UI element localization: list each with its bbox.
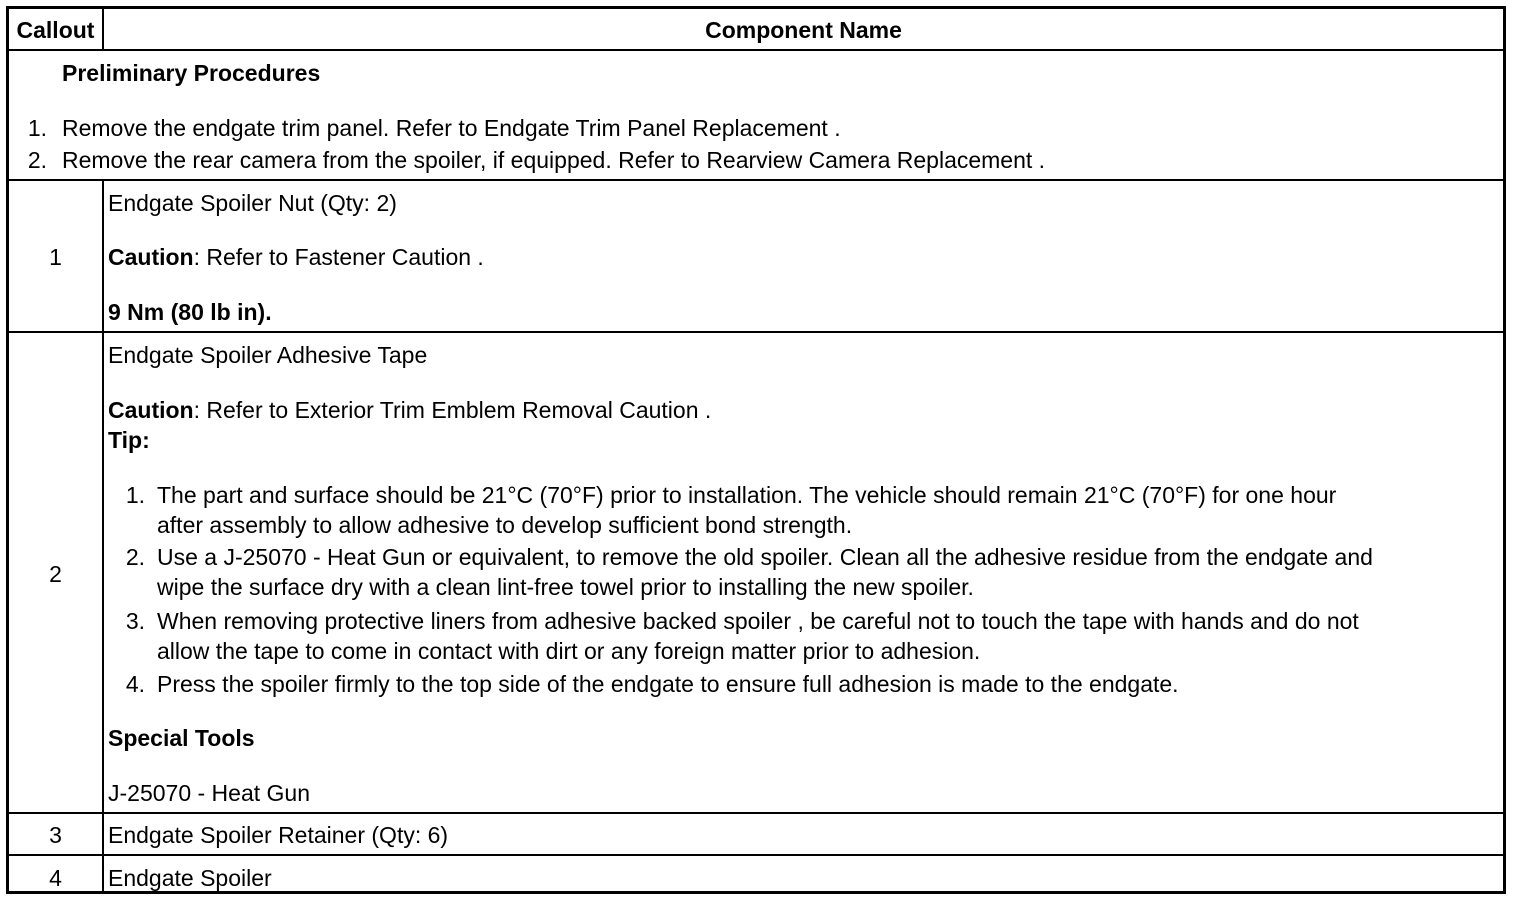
tip-text: When removing protective liners from adhesive backed spoiler , be careful not to touch the tape with hands and do not	[157, 608, 1359, 634]
callout-number: 1	[49, 244, 62, 270]
tip-number: 1.	[125, 482, 145, 508]
row-divider	[9, 331, 1503, 333]
tip-text: allow the tape to come in contact with dirt or any foreign matter prior to adhesion.	[157, 638, 981, 664]
component-table	[6, 6, 1506, 894]
tip-number: 4.	[125, 671, 145, 697]
caution-text: : Refer to Fastener Caution .	[193, 244, 484, 270]
header-divider	[9, 49, 1503, 51]
header-callout: Callout	[16, 17, 95, 43]
tip-number: 3.	[125, 608, 145, 634]
callout-number: 2	[49, 561, 62, 587]
caution-line	[108, 243, 484, 271]
preliminary-step-number: 2.	[27, 147, 47, 173]
tip-label: Tip:	[108, 427, 150, 453]
tip-number: 2.	[125, 544, 145, 570]
tip-text: after assembly to allow adhesive to develop sufficient bond strength.	[157, 512, 853, 538]
special-tools-label: Special Tools	[108, 725, 255, 751]
component-name: Endgate Spoiler Nut (Qty: 2)	[108, 190, 397, 216]
component-name: Endgate Spoiler Retainer (Qty: 6)	[108, 822, 449, 848]
tip-text: The part and surface should be 21°C (70°F) prior to installation. The vehicle should remain 21°C (70°F) for one hour	[157, 482, 1337, 508]
tip-text: wipe the surface dry with a clean lint-free towel prior to installing the new spoiler.	[157, 574, 974, 600]
tip-text: Use a J-25070 - Heat Gun or equivalent, to remove the old spoiler. Clean all the adhesive residue from the endgate and	[157, 544, 1373, 570]
component-name: Endgate Spoiler	[108, 865, 272, 891]
preliminary-step-text: Remove the endgate trim panel. Refer to Endgate Trim Panel Replacement .	[62, 115, 841, 141]
caution-label: Caution	[108, 397, 194, 423]
row-divider	[9, 854, 1503, 856]
caution-text: : Refer to Exterior Trim Emblem Removal Caution .	[193, 397, 712, 423]
header-component-name: Component Name	[705, 17, 902, 43]
preliminary-title: Preliminary Procedures	[62, 60, 321, 86]
row-divider	[9, 812, 1503, 814]
preliminary-step-number: 1.	[27, 115, 47, 141]
callout-number: 4	[49, 865, 62, 891]
callout-number: 3	[49, 822, 62, 848]
tip-text: Press the spoiler firmly to the top side of the endgate to ensure full adhesion is made to the endgate.	[157, 671, 1179, 697]
caution-label: Caution	[108, 244, 194, 270]
column-divider	[102, 179, 104, 891]
caution-line	[108, 396, 711, 424]
component-name: Endgate Spoiler Adhesive Tape	[108, 342, 428, 368]
torque-spec: 9 Nm (80 lb in).	[108, 299, 272, 325]
row-divider	[9, 179, 1503, 181]
preliminary-step-text: Remove the rear camera from the spoiler, if equipped. Refer to Rearview Camera Replacement .	[62, 147, 1046, 173]
special-tool-item: J-25070 - Heat Gun	[108, 780, 311, 806]
